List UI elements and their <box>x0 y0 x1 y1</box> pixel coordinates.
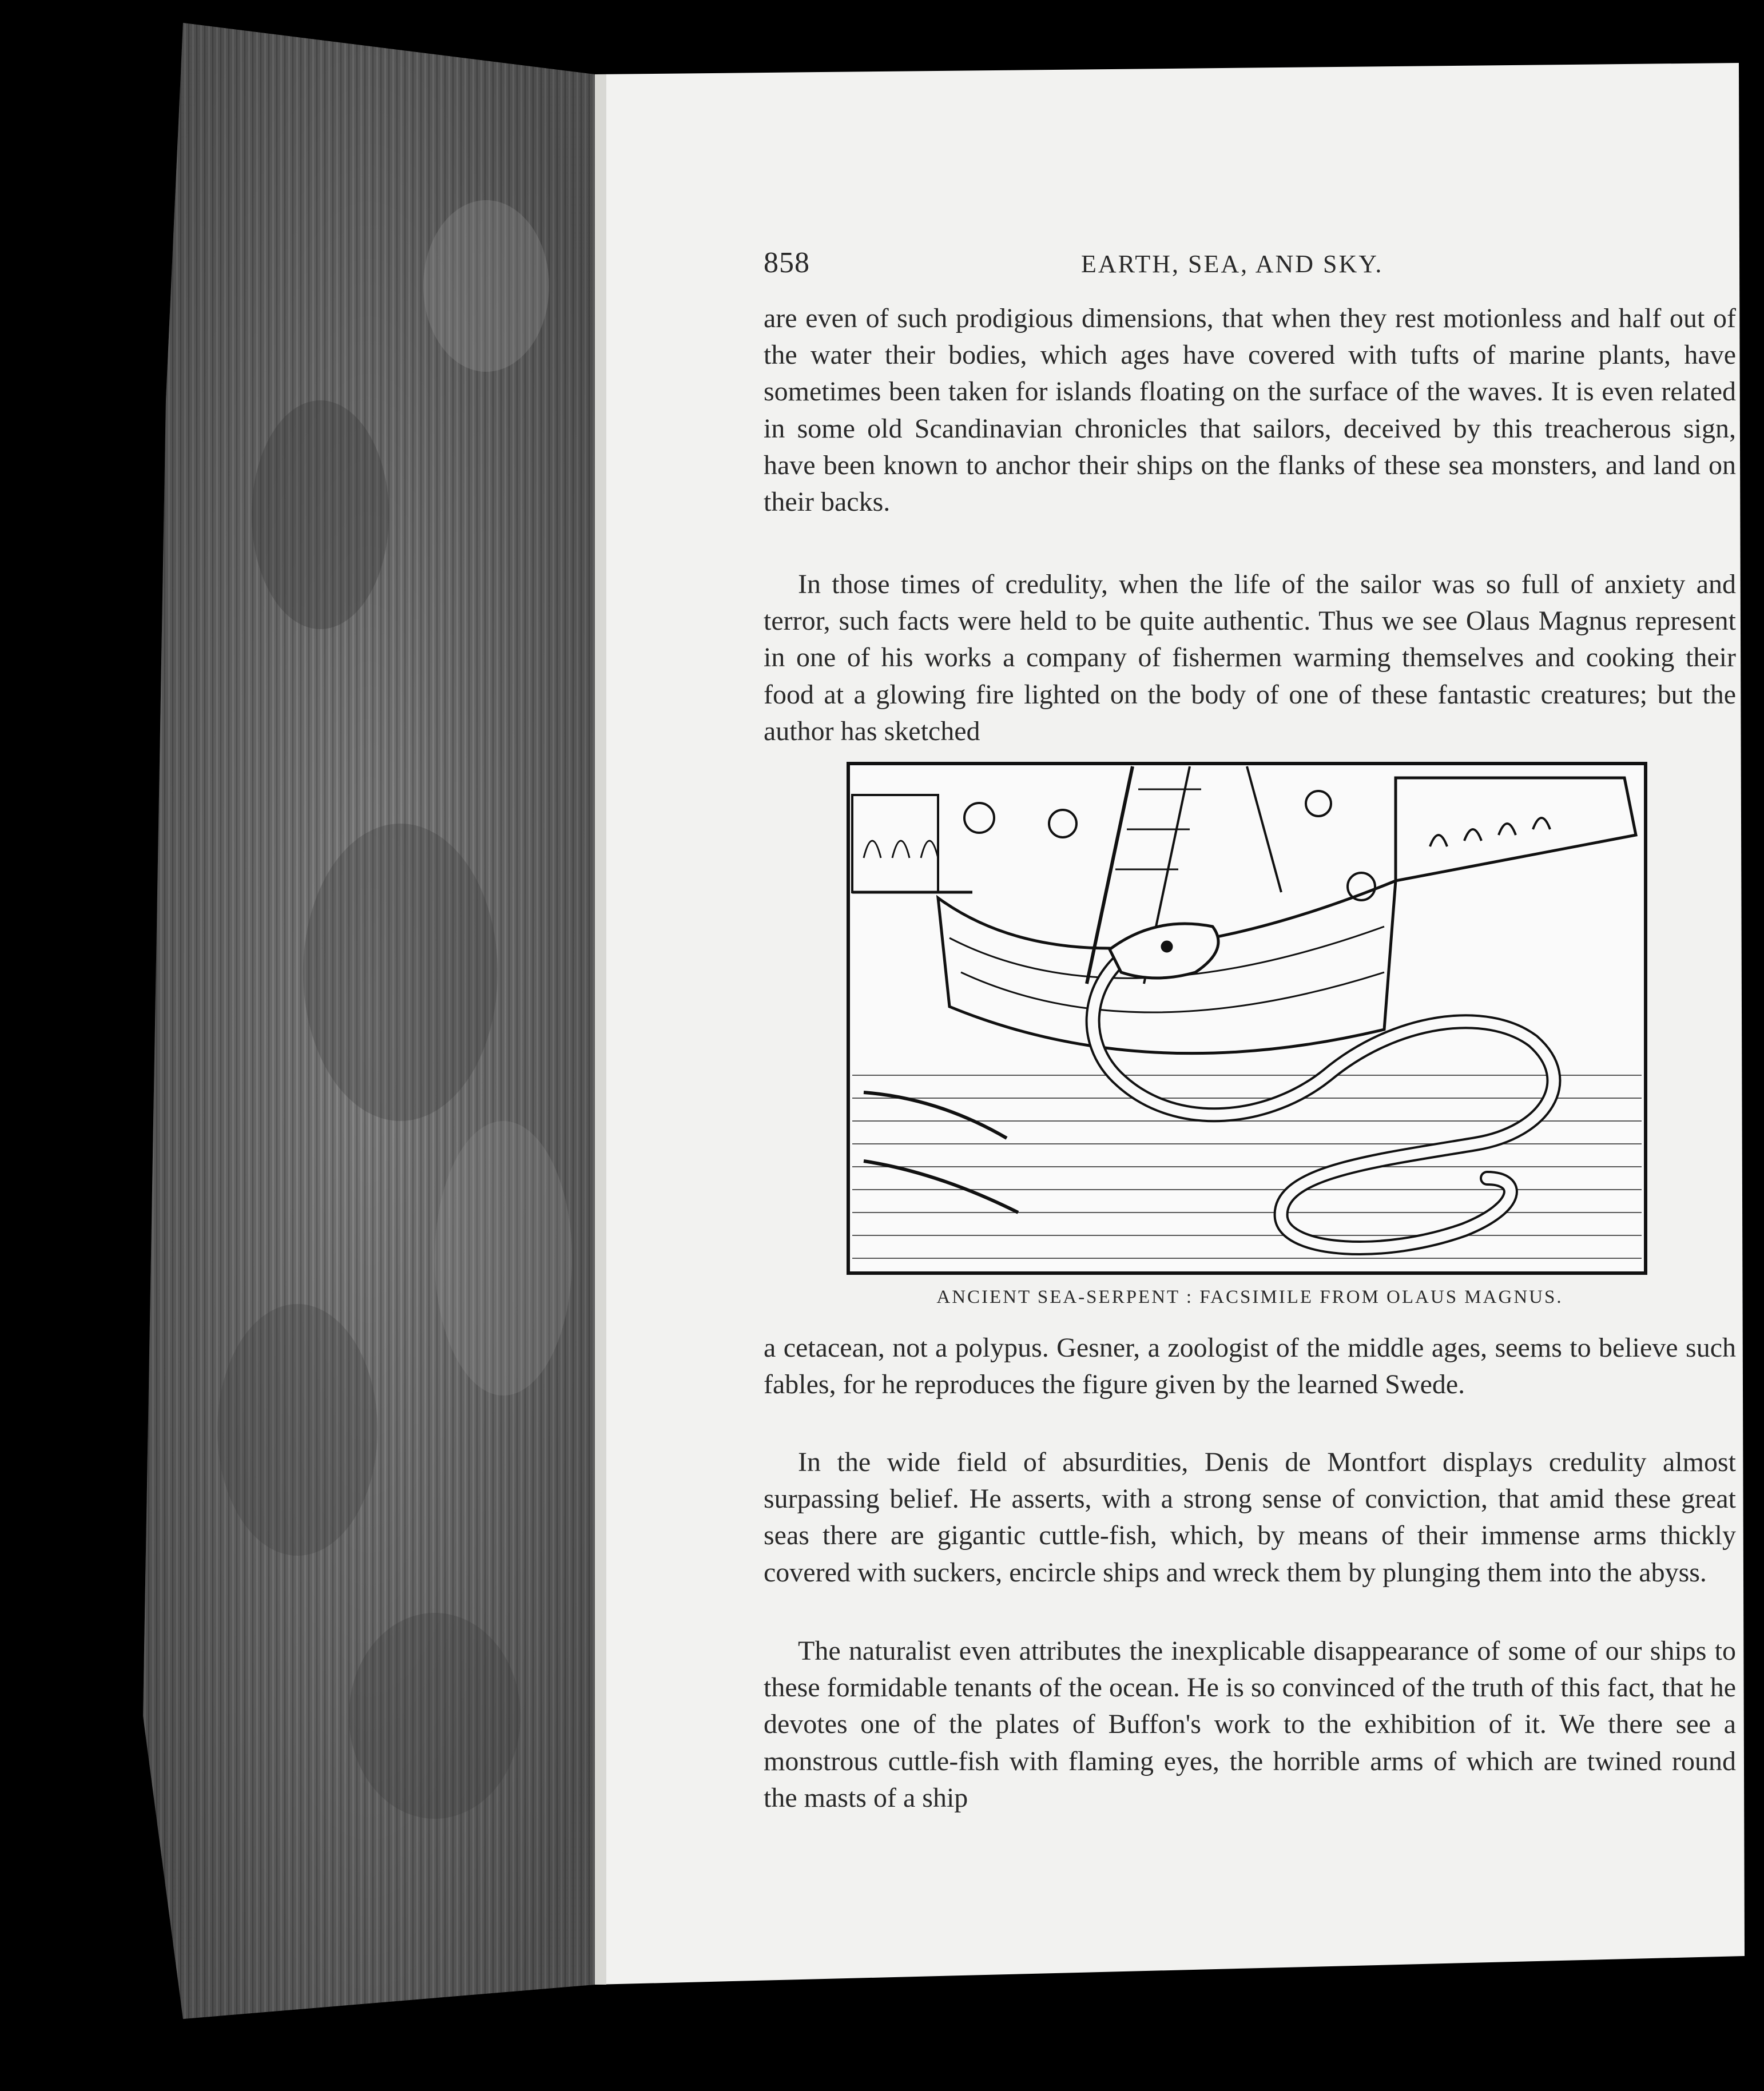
book-fore-edge <box>143 23 595 2019</box>
figure-caption: ANCIENT SEA-SERPENT : FACSIMILE FROM OLAUS MAGNUS. <box>936 1287 1563 1307</box>
paragraph-4: In the wide field of absurdities, Denis de Montfort displays credulity almost surpassing belief. He asserts, with a strong sense of conviction, that amid these great seas there are gigantic cuttle-fish, which, by means of their immense arms thickly covered with suckers, encircle ships and wreck them by plunging them into the abyss. <box>764 1447 1736 1588</box>
paragraph-1: are even of such prodigious dimensions, that when they rest motionless and half out of the water their bodies, which ages have covered with tufts of marine plants, have sometimes been taken for islands floating on the surface of the waves. It is even related in some old Scandinavian chronicles that sailors, deceived by this treacherous sign, have been known to anchor their ships on the flanks of these sea monsters, and land on their backs. <box>764 303 1736 518</box>
page-header <box>764 240 1736 280</box>
running-head: EARTH, SEA, AND SKY. <box>1081 250 1384 278</box>
paragraph-3: a cetacean, not a polypus. Gesner, a zoologist of the middle ages, seems to believe such fables, for he reproduces the figure given by the learned Swede. <box>764 1333 1736 1400</box>
page-number: 858 <box>764 247 810 279</box>
page-content <box>764 240 1736 1985</box>
paragraph-5: The naturalist even attributes the inexplicable disappearance of some of our ships to these formidable tenants of the ocean. He is so convinced of the truth of this fact, that he devotes one of the plates of Buffon's work to the exhibition of it. We there see a monstrous cuttle-fish with flaming eyes, the horrible arms of which are twined round the masts of a ship <box>764 1636 1736 1813</box>
paragraph-2: In those times of credulity, when the life of the sailor was so full of anxiety and terror, such facts were held to be quite authentic. Thus we see Olaus Magnus represent in one of his works a company of fishermen warming themselves and cooking their food at a glowing fire lighted on the body of one of these fantastic creatures; but the author has sketched <box>764 569 1736 746</box>
